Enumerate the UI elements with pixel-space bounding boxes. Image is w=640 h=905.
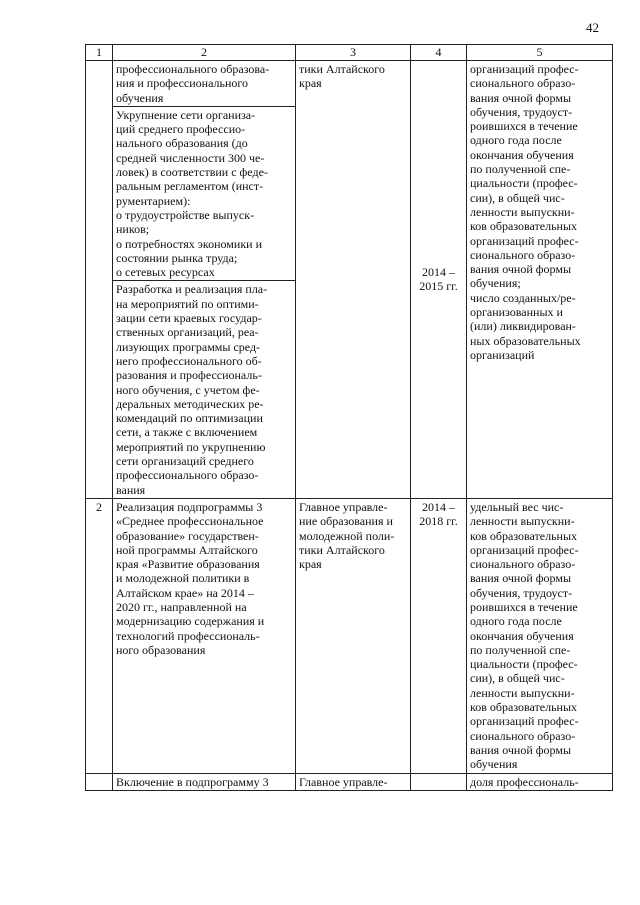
header-col-2: 2: [113, 45, 296, 61]
measure-cell: Включение в подпрограмму 3: [113, 773, 296, 790]
measure-cell: Разработка и реализация пла- на мероприятий по оптими- зации сети краевых государ- ственных организаций, реа- лизующих программы сред- него профессионального об- разования и профессиональ- ного обучения, с учетом фе- деральных методических ре- комендаций по оптимизации сети, а также с включением мероприятий по укрупнению сети организаций среднего профессионального образо- вания: [113, 281, 296, 498]
header-col-4: 4: [411, 45, 467, 61]
measures-table: [85, 44, 613, 791]
period-cell: 2014 – 2015 гг.: [411, 61, 467, 499]
indicator-cell: удельный вес чис- ленности выпускни- ков образовательных организаций профес- сионального образо- вания очной формы обучения, трудоуст- роившихся в течение одного года после окончания обучения по полученной спе- циальности (профес- сии), в общей чис- ленности выпускни- ков образовательных организаций профес- сионального образо- вания очной формы обучения: [467, 498, 613, 773]
header-row: [86, 45, 613, 61]
period-cell: [411, 773, 467, 790]
table-row: [86, 498, 613, 773]
table-row: [86, 61, 613, 107]
measure-cell: профессионального образова- ния и профессионального обучения: [113, 61, 296, 107]
page-number: 42: [586, 20, 599, 35]
measure-cell: Укрупнение сети организа- ций среднего профессио- нального образования (до средней численности 300 че- ловек) в соответствии с феде- ральным регламентом (инст- рументарием): о трудоустройстве выпуск- ников; о потребностях экономики и состоянии рынка труда; о сетевых ресурсах: [113, 106, 296, 281]
measure-cell: Реализация подпрограммы 3 «Среднее профессиональное образование» государствен- ной программы Алтайского края «Развитие образования и молодежной политики в Алтайском крае» на 2014 – 2020 гг., направленной на модернизацию содержания и технологий профессиональ- ного образования: [113, 498, 296, 773]
row-number-cell: 2: [86, 498, 113, 773]
period-cell: 2014 – 2018 гг.: [411, 498, 467, 773]
header-col-5: 5: [467, 45, 613, 61]
row-number-cell: [86, 61, 113, 499]
header-col-3: 3: [296, 45, 411, 61]
indicator-cell: организаций профес- сионального образо- вания очной формы обучения, трудоуст- роившихся в течение одного года после окончания обучения по полученной спе- циальности (профес- сии), в общей чис- ленности выпускни- ков образовательных организаций профес- сионального образо- вания очной формы обучения; число созданных/ре- организованных и (или) ликвидирован- ных образовательных организаций: [467, 61, 613, 499]
executor-cell: Главное управле- ние образования и молодежной поли- тики Алтайского края: [296, 498, 411, 773]
indicator-cell: доля профессиональ-: [467, 773, 613, 790]
table-row: [86, 773, 613, 790]
executor-cell: Главное управле-: [296, 773, 411, 790]
row-number-cell: [86, 773, 113, 790]
executor-cell: тики Алтайского края: [296, 61, 411, 499]
header-col-1: 1: [86, 45, 113, 61]
